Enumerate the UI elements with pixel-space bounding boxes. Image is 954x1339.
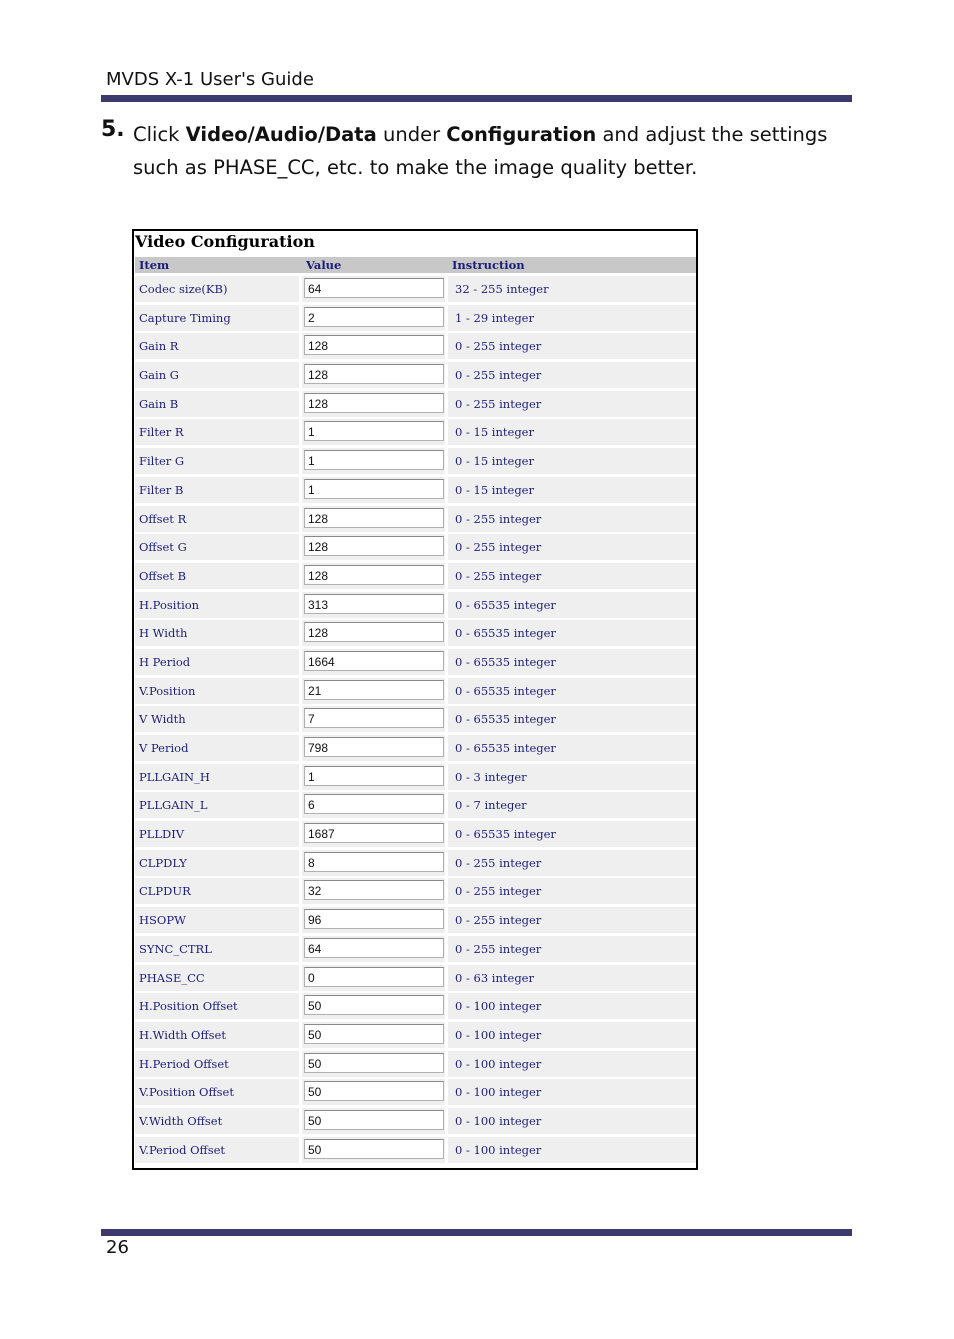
footer-rule	[101, 1229, 852, 1236]
instruction-cell	[448, 936, 696, 962]
item-label: Offset R	[139, 511, 187, 526]
value-input[interactable]: 1	[304, 450, 444, 470]
item-label: Capture Timing	[139, 310, 231, 325]
item-label: H.Position Offset	[139, 999, 238, 1014]
table-row	[135, 505, 696, 534]
instruction-label: 0 - 100 integer	[455, 1056, 542, 1071]
step-text-3: and adjust the settings such as PHASE_CC, etc. to make the image quality better.	[133, 123, 828, 179]
instruction-label: 0 - 100 integer	[455, 1113, 542, 1128]
value-input[interactable]: 50	[304, 1024, 444, 1044]
instruction-label: 32 - 255 integer	[455, 282, 549, 296]
item-cell	[135, 419, 299, 445]
item-label: Gain G	[139, 368, 179, 383]
item-label: PLLGAIN_L	[139, 798, 208, 813]
item-label: V Period	[139, 741, 189, 755]
item-cell	[135, 735, 299, 761]
instruction-cell	[448, 276, 696, 302]
item-label: Codec size(KB)	[139, 282, 228, 296]
item-cell	[135, 850, 299, 876]
value-cell	[302, 706, 445, 732]
value-input[interactable]: 32	[304, 880, 444, 900]
item-label: H.Position	[139, 597, 200, 612]
instruction-cell	[448, 1051, 696, 1077]
value-cell	[302, 477, 445, 503]
item-cell	[135, 563, 299, 589]
item-label: Gain R	[139, 339, 179, 354]
table-header	[135, 257, 696, 273]
item-cell	[135, 477, 299, 503]
value-input[interactable]: 1687	[304, 823, 444, 843]
item-cell	[135, 506, 299, 532]
instruction-label: 0 - 15 integer	[455, 454, 534, 469]
value-input[interactable]: 50	[304, 995, 444, 1015]
instruction-label: 0 - 100 integer	[455, 1027, 542, 1042]
value-input[interactable]: 128	[304, 364, 444, 384]
item-label: V.Width Offset	[139, 1113, 223, 1128]
value-cell	[302, 506, 445, 532]
table-row	[135, 447, 696, 476]
config-rows	[135, 275, 696, 1164]
table-row	[135, 275, 696, 304]
item-label: H Period	[139, 654, 191, 669]
item-cell	[135, 391, 299, 417]
value-input[interactable]: 313	[304, 594, 444, 614]
instruction-cell	[448, 333, 696, 359]
item-cell	[135, 821, 299, 847]
step-text-2: under	[376, 123, 447, 146]
value-cell	[302, 333, 445, 359]
value-input[interactable]: 50	[304, 1081, 444, 1101]
value-cell	[302, 1051, 445, 1077]
table-row	[135, 533, 696, 562]
instruction-cell	[448, 448, 696, 474]
item-label: H.Width Offset	[139, 1027, 226, 1042]
table-row	[135, 1021, 696, 1050]
column-header-value: Value	[306, 258, 342, 272]
instruction-cell	[448, 563, 696, 589]
instruction-label: 0 - 255 integer	[455, 339, 542, 354]
item-cell	[135, 764, 299, 790]
value-cell	[302, 592, 445, 618]
item-label: PLLGAIN_H	[139, 769, 210, 784]
step-text-1: Click	[133, 123, 186, 146]
item-cell	[135, 1137, 299, 1163]
instruction-cell	[448, 419, 696, 445]
value-cell	[302, 448, 445, 474]
value-cell	[302, 419, 445, 445]
instruction-cell	[448, 506, 696, 532]
value-cell	[302, 1137, 445, 1163]
item-cell	[135, 706, 299, 732]
header-rule	[101, 95, 852, 102]
instruction-cell	[448, 878, 696, 904]
instruction-cell	[448, 534, 696, 560]
item-cell	[135, 1108, 299, 1134]
table-row	[135, 677, 696, 706]
table-row	[135, 705, 696, 734]
table-row	[135, 791, 696, 820]
value-input[interactable]: 21	[304, 680, 444, 700]
instruction-label: 0 - 65535 integer	[455, 827, 556, 842]
item-label: PHASE_CC	[139, 970, 205, 985]
instruction-label: 0 - 7 integer	[455, 798, 527, 813]
step-bold-video-audio-data: Video/Audio/Data	[185, 123, 377, 146]
table-row	[135, 935, 696, 964]
item-cell	[135, 534, 299, 560]
instruction-cell	[448, 592, 696, 618]
table-row	[135, 820, 696, 849]
page-number: 26	[106, 1237, 129, 1258]
table-row	[135, 763, 696, 792]
instruction-label: 0 - 65535 integer	[455, 712, 556, 727]
item-cell	[135, 620, 299, 646]
item-cell	[135, 907, 299, 933]
instruction-cell	[448, 1079, 696, 1105]
table-row	[135, 1050, 696, 1079]
value-input[interactable]: 96	[304, 909, 444, 929]
value-input[interactable]: 1	[304, 766, 444, 786]
item-label: HSOPW	[139, 913, 186, 928]
item-cell	[135, 1051, 299, 1077]
table-row	[135, 361, 696, 390]
item-label: V.Position Offset	[139, 1085, 234, 1100]
item-cell	[135, 965, 299, 991]
value-cell	[302, 678, 445, 704]
instruction-cell	[448, 735, 696, 761]
instruction-cell	[448, 1108, 696, 1134]
value-cell	[302, 1108, 445, 1134]
instruction-label: 0 - 255 integer	[455, 941, 542, 956]
column-header-item: Item	[139, 258, 170, 272]
instruction-cell	[448, 391, 696, 417]
value-input[interactable]: 7	[304, 708, 444, 728]
instruction-label: 0 - 255 integer	[455, 368, 542, 383]
value-cell	[302, 276, 445, 302]
value-input[interactable]: 64	[304, 938, 444, 958]
table-row	[135, 877, 696, 906]
value-cell	[302, 907, 445, 933]
instruction-cell	[448, 620, 696, 646]
value-cell	[302, 878, 445, 904]
table-row	[135, 418, 696, 447]
value-input[interactable]: 64	[304, 278, 444, 298]
value-input[interactable]: 798	[304, 737, 444, 757]
value-cell	[302, 1079, 445, 1105]
item-label: Filter G	[139, 454, 185, 469]
value-input[interactable]: 128	[304, 565, 444, 585]
value-input[interactable]: 50	[304, 1110, 444, 1130]
table-row	[135, 562, 696, 591]
instruction-label: 0 - 255 integer	[455, 540, 542, 555]
value-cell	[302, 850, 445, 876]
item-cell	[135, 878, 299, 904]
item-cell	[135, 1079, 299, 1105]
instruction-cell	[448, 1022, 696, 1048]
instruction-cell	[448, 305, 696, 331]
instruction-label: 0 - 3 integer	[455, 769, 527, 784]
item-cell	[135, 649, 299, 675]
table-row	[135, 1078, 696, 1107]
item-label: V Width	[139, 712, 186, 727]
value-input[interactable]: 1	[304, 421, 444, 441]
value-input[interactable]: 1664	[304, 651, 444, 671]
instruction-label: 0 - 255 integer	[455, 396, 542, 411]
instruction-label: 0 - 100 integer	[455, 999, 542, 1014]
value-cell	[302, 821, 445, 847]
value-cell	[302, 563, 445, 589]
item-cell	[135, 936, 299, 962]
value-cell	[302, 936, 445, 962]
instruction-cell	[448, 477, 696, 503]
value-cell	[302, 965, 445, 991]
instruction-cell	[448, 706, 696, 732]
value-input[interactable]: 128	[304, 335, 444, 355]
value-cell	[302, 649, 445, 675]
item-label: Filter R	[139, 425, 184, 440]
table-row	[135, 390, 696, 419]
table-row	[135, 476, 696, 505]
video-configuration-panel	[132, 229, 698, 1170]
instruction-label: 0 - 15 integer	[455, 482, 534, 497]
table-row	[135, 849, 696, 878]
item-cell	[135, 1022, 299, 1048]
instruction-cell	[448, 850, 696, 876]
instruction-cell	[448, 821, 696, 847]
item-label: H.Period Offset	[139, 1056, 229, 1071]
instruction-cell	[448, 993, 696, 1019]
document-header-title: MVDS X-1 User's Guide	[106, 69, 314, 90]
value-input[interactable]: 128	[304, 393, 444, 413]
table-row	[135, 964, 696, 993]
item-label: Gain B	[139, 396, 179, 411]
item-label: CLPDLY	[139, 855, 187, 870]
item-cell	[135, 305, 299, 331]
item-label: Filter B	[139, 482, 184, 497]
item-label: V.Position	[139, 683, 196, 698]
step-bold-configuration: Configuration	[446, 123, 597, 146]
item-label: Offset B	[139, 568, 187, 583]
item-cell	[135, 678, 299, 704]
table-row	[135, 992, 696, 1021]
table-row	[135, 734, 696, 763]
instruction-label: 0 - 65535 integer	[455, 741, 556, 755]
instruction-cell	[448, 649, 696, 675]
table-row	[135, 619, 696, 648]
column-header-instruction: Instruction	[452, 258, 525, 272]
instruction-label: 0 - 100 integer	[455, 1085, 542, 1100]
instruction-cell	[448, 907, 696, 933]
instruction-label: 0 - 63 integer	[455, 970, 534, 985]
value-input[interactable]: 6	[304, 794, 444, 814]
instruction-label: 0 - 100 integer	[455, 1142, 542, 1157]
table-row	[135, 648, 696, 677]
value-input[interactable]: 1	[304, 479, 444, 499]
item-label: Offset G	[139, 540, 187, 555]
instruction-label: 0 - 255 integer	[455, 511, 542, 526]
item-cell	[135, 362, 299, 388]
panel-title: Video Configuration	[135, 232, 315, 251]
value-input[interactable]: 0	[304, 967, 444, 987]
value-cell	[302, 993, 445, 1019]
item-cell	[135, 592, 299, 618]
value-cell	[302, 391, 445, 417]
value-input[interactable]: 128	[304, 536, 444, 556]
item-label: CLPDUR	[139, 884, 191, 899]
instruction-cell	[448, 362, 696, 388]
value-cell	[302, 792, 445, 818]
instruction-cell	[448, 678, 696, 704]
item-cell	[135, 333, 299, 359]
table-row	[135, 1107, 696, 1136]
item-label: PLLDIV	[139, 827, 185, 842]
instruction-label: 0 - 255 integer	[455, 855, 542, 870]
instruction-label: 0 - 65535 integer	[455, 626, 556, 641]
table-row	[135, 1136, 696, 1165]
instruction-cell	[448, 764, 696, 790]
item-cell	[135, 993, 299, 1019]
value-input[interactable]: 128	[304, 508, 444, 528]
item-label: H Width	[139, 626, 188, 641]
value-cell	[302, 620, 445, 646]
item-label: SYNC_CTRL	[139, 941, 212, 956]
instruction-label: 0 - 15 integer	[455, 425, 534, 440]
value-input[interactable]: 2	[304, 307, 444, 327]
step-instruction	[133, 118, 863, 184]
table-row	[135, 591, 696, 620]
instruction-label: 1 - 29 integer	[455, 310, 534, 325]
value-cell	[302, 764, 445, 790]
instruction-label: 0 - 65535 integer	[455, 683, 556, 698]
item-cell	[135, 448, 299, 474]
value-cell	[302, 534, 445, 560]
table-row	[135, 304, 696, 333]
value-cell	[302, 305, 445, 331]
instruction-label: 0 - 65535 integer	[455, 654, 556, 669]
step-number: 5.	[101, 117, 125, 142]
instruction-label: 0 - 255 integer	[455, 568, 542, 583]
value-input[interactable]: 50	[304, 1139, 444, 1159]
table-row	[135, 906, 696, 935]
value-input[interactable]: 50	[304, 1053, 444, 1073]
item-cell	[135, 792, 299, 818]
instruction-cell	[448, 1137, 696, 1163]
value-cell	[302, 362, 445, 388]
instruction-label: 0 - 255 integer	[455, 884, 542, 899]
instruction-label: 0 - 255 integer	[455, 913, 542, 928]
table-row	[135, 332, 696, 361]
item-label: V.Period Offset	[139, 1142, 226, 1157]
value-input[interactable]: 128	[304, 622, 444, 642]
item-cell	[135, 276, 299, 302]
instruction-label: 0 - 65535 integer	[455, 597, 556, 612]
value-cell	[302, 735, 445, 761]
instruction-cell	[448, 965, 696, 991]
value-input[interactable]: 8	[304, 852, 444, 872]
value-cell	[302, 1022, 445, 1048]
instruction-cell	[448, 792, 696, 818]
